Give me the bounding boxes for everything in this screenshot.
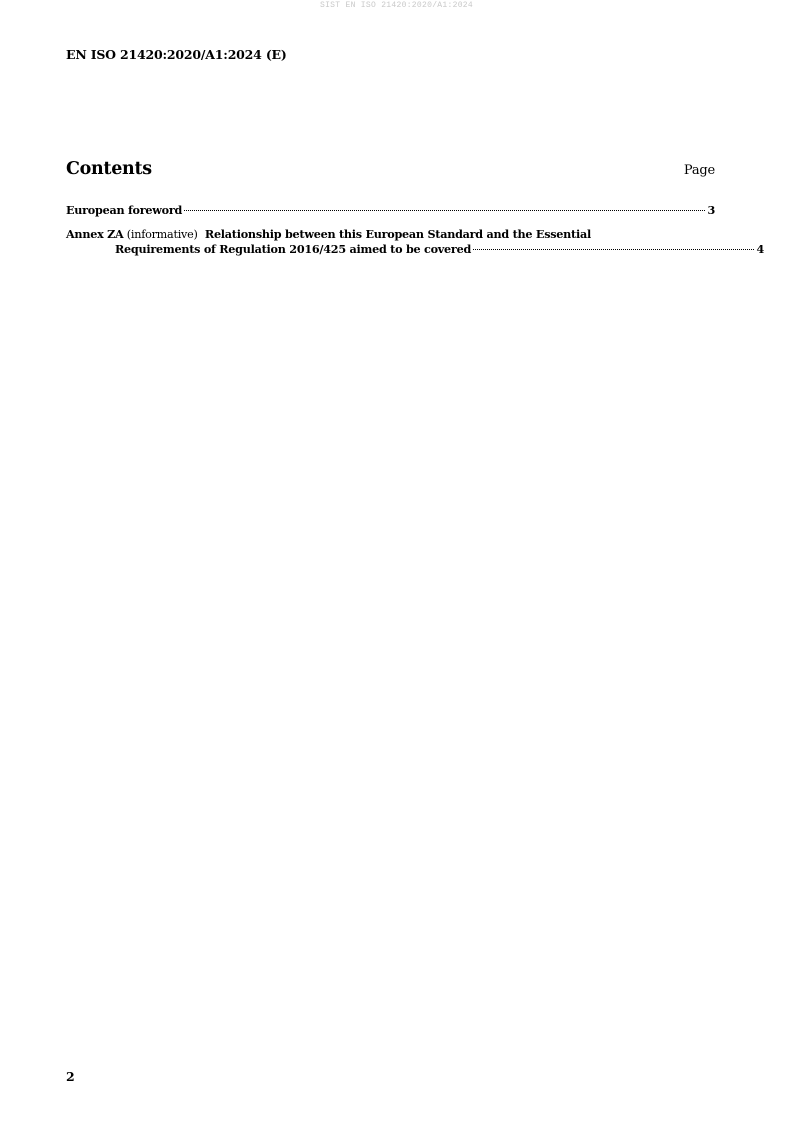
contents-heading: Contents [66,159,152,179]
page-column-label: Page [683,163,715,178]
dot-leader [184,210,705,211]
toc-entry-title-line1[interactable]: Relationship between this European Standard and the Essential [204,227,591,241]
toc-entry-title[interactable]: European foreword [66,203,183,217]
table-of-contents [66,203,764,268]
watermark-text: SIST EN ISO 21420:2020/A1:2024 [319,1,474,10]
toc-entry-page[interactable]: 3 [707,203,715,217]
dot-leader [473,249,754,250]
toc-entry-european-foreword[interactable] [66,203,715,217]
toc-entry-annex-za[interactable] [66,227,764,256]
toc-entry-title-line2[interactable]: Requirements of Regulation 2016/425 aimed to be covered [115,242,472,256]
toc-entry-annex-qualifier[interactable]: (informative) [126,228,198,241]
page-number: 2 [66,1069,75,1084]
document-identifier: EN ISO 21420:2020/A1:2024 (E) [66,47,287,62]
toc-entry-annex-label[interactable]: Annex ZA [66,227,124,241]
toc-entry-page[interactable]: 4 [756,242,764,256]
